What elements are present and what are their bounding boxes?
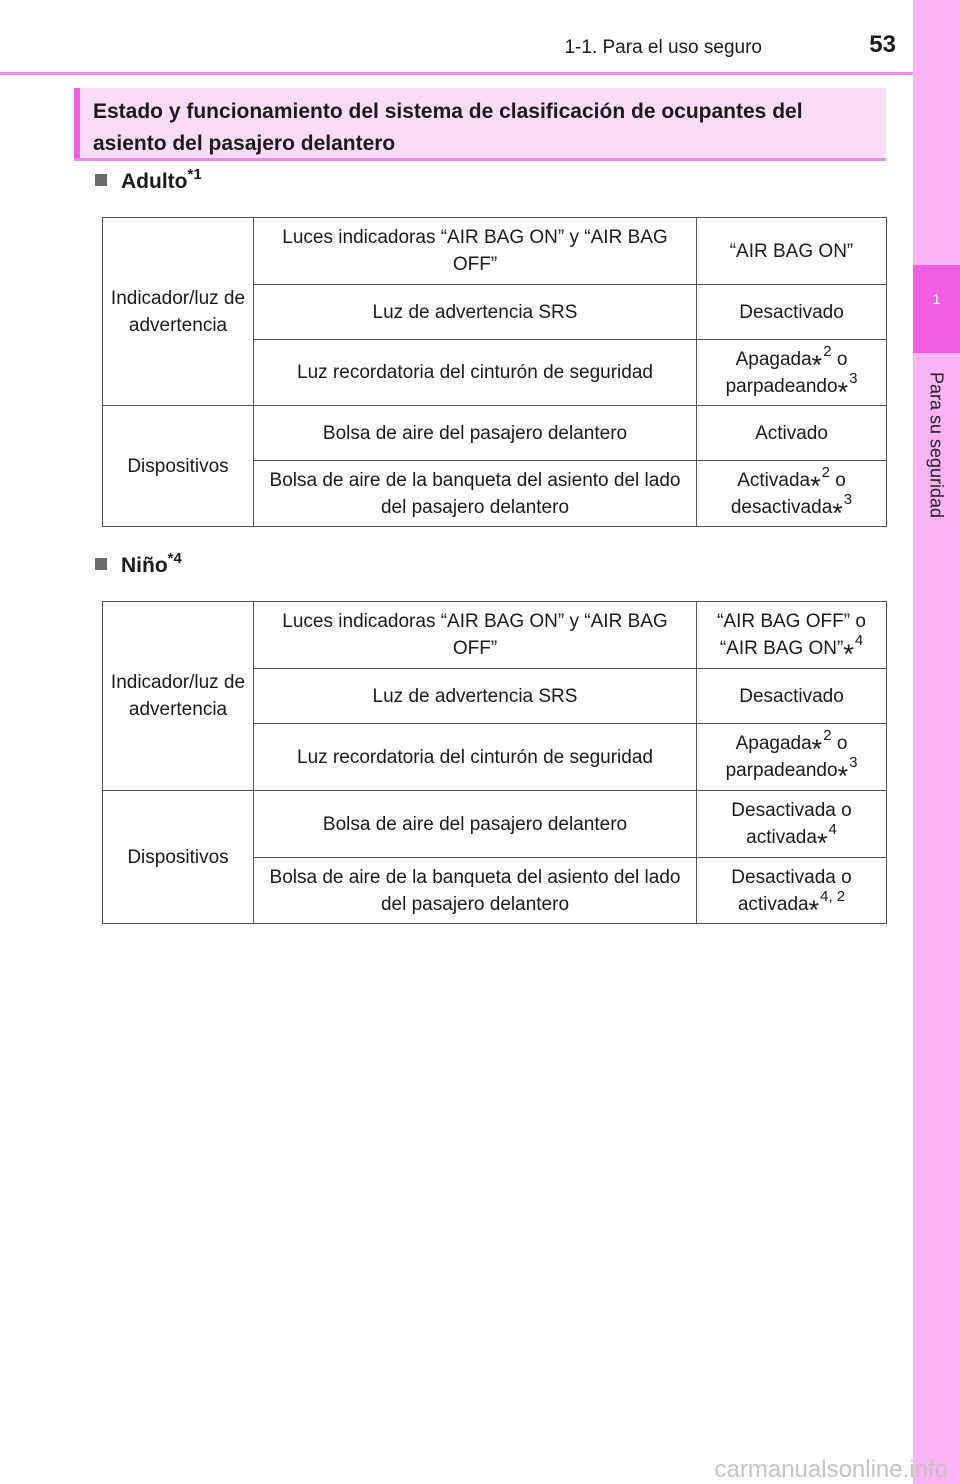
row-state: Desactivado <box>697 285 887 340</box>
bullet-square-icon <box>95 174 107 186</box>
row-state: Apagada*$^2$ o parpadeando*$^3$ <box>697 340 887 406</box>
footnote-mark: *1 <box>187 166 202 183</box>
row-item: Luz de advertencia SRS <box>254 669 697 724</box>
section-title: Estado y funcionamiento del sistema de clasificación de ocupantes del asiento del pasajero delantero <box>93 100 803 155</box>
bullet-square-icon <box>95 558 107 570</box>
table-row <box>103 218 887 285</box>
row-item: Luces indicadoras “AIR BAG ON” y “AIR BAG OFF” <box>254 602 697 669</box>
row-state: “AIR BAG OFF” o “AIR BAG ON”*$^4$ <box>697 602 887 669</box>
group-indicator: Indicador/luz de advertencia <box>103 218 254 406</box>
child-heading: Niño$^{*4}$ <box>95 554 182 578</box>
row-item: Bolsa de aire de la banqueta del asiento del lado del pasajero delantero <box>254 858 697 924</box>
adult-table <box>102 217 887 527</box>
watermark: carmanualsonline.info <box>714 1456 948 1483</box>
row-state: Desactivado <box>697 669 887 724</box>
footnote-mark: *4 <box>167 550 182 567</box>
row-state: Activada*$^2$ o desactivada*$^3$ <box>697 461 887 527</box>
side-strip <box>913 0 960 1484</box>
table-row <box>103 791 887 858</box>
row-state: Desactivada o activada*$^4$ <box>697 791 887 858</box>
row-item: Luces indicadoras “AIR BAG ON” y “AIR BAG OFF” <box>254 218 697 285</box>
section-title-box <box>74 88 886 161</box>
chapter-number: 1 <box>932 291 941 308</box>
chapter-label: Para su seguridad <box>926 371 947 519</box>
row-item: Bolsa de aire de la banqueta del asiento del lado del pasajero delantero <box>254 461 697 527</box>
header-divider <box>0 72 913 75</box>
section-title-underline <box>74 158 886 161</box>
row-item: Bolsa de aire del pasajero delantero <box>254 406 697 461</box>
header-section: 1-1. Para el uso seguro <box>564 37 762 58</box>
row-state: Activado <box>697 406 887 461</box>
adult-heading: Adulto$^{*1}$ <box>95 170 202 194</box>
row-item: Luz recordatoria del cinturón de seguridad <box>254 340 697 406</box>
row-state: Apagada*$^2$ o parpadeando*$^3$ <box>697 724 887 791</box>
section-title-accent <box>74 88 80 161</box>
row-item: Luz de advertencia SRS <box>254 285 697 340</box>
group-devices: Dispositivos <box>103 406 254 527</box>
row-state: “AIR BAG ON” <box>697 218 887 285</box>
row-state: Desactivada o activada*$^{4, 2}$ <box>697 858 887 924</box>
page-number: 53 <box>869 31 896 58</box>
child-table <box>102 601 887 924</box>
table-row <box>103 406 887 461</box>
group-indicator: Indicador/luz de advertencia <box>103 602 254 791</box>
chapter-tab <box>913 265 960 353</box>
row-item: Luz recordatoria del cinturón de seguridad <box>254 724 697 791</box>
group-devices: Dispositivos <box>103 791 254 924</box>
row-item: Bolsa de aire del pasajero delantero <box>254 791 697 858</box>
table-row <box>103 602 887 669</box>
